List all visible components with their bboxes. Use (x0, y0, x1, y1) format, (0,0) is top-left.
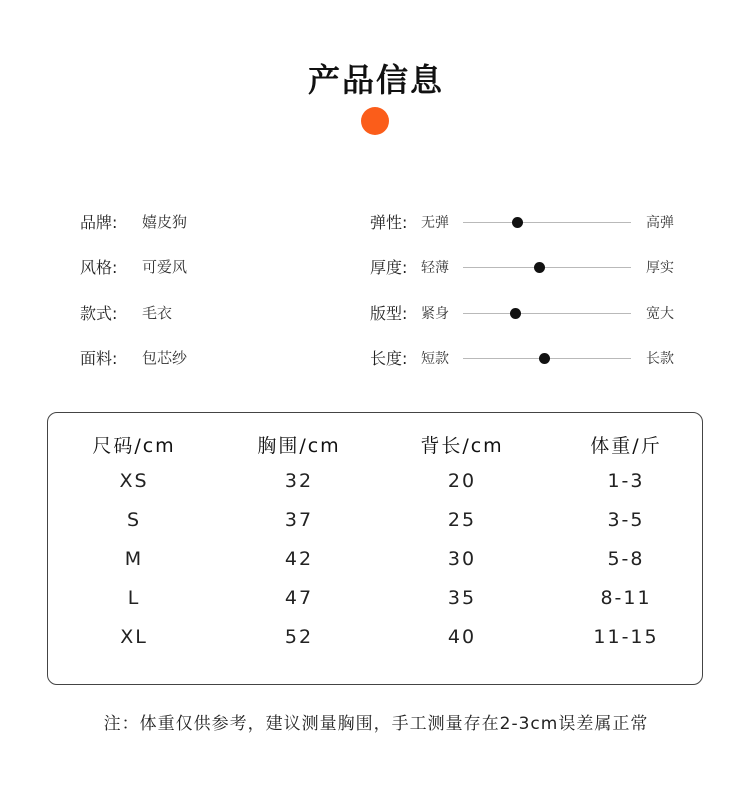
info-value: 可爱风 (142, 258, 188, 276)
slider-low-label: 无弹 (421, 215, 449, 231)
info-value: 包芯纱 (142, 349, 188, 367)
table-header-row (48, 431, 704, 461)
slider-low-label: 紧身 (421, 306, 449, 322)
slider-knob (510, 308, 521, 319)
slider-track (463, 358, 631, 359)
slider-high-label: 厚实 (646, 260, 674, 276)
slider-high-label: 宽大 (646, 306, 674, 322)
table-cell: XS (119, 470, 149, 492)
table-cell: 40 (447, 626, 477, 648)
table-cell: 42 (284, 548, 314, 570)
table-cell: 47 (284, 587, 314, 609)
table-header-cell: 体重/斤 (590, 435, 662, 457)
table-cell: 8-11 (600, 587, 652, 609)
table-row (48, 509, 704, 539)
info-value: 嬉皮狗 (142, 213, 188, 231)
table-cell: 3-5 (607, 509, 645, 531)
table-cell: S (126, 509, 142, 531)
table-header-cell: 胸围/cm (257, 435, 341, 457)
slider-track (463, 267, 631, 268)
slider-knob (539, 353, 550, 364)
table-row (48, 626, 704, 656)
info-row-style (0, 255, 752, 285)
slider-label: 长度: (370, 349, 408, 368)
table-cell: 32 (284, 470, 314, 492)
table-cell: 37 (284, 509, 314, 531)
slider-low-label: 短款 (421, 351, 449, 367)
table-cell: 52 (284, 626, 314, 648)
table-row (48, 548, 704, 578)
table-cell: XL (120, 626, 148, 648)
table-cell: 25 (447, 509, 477, 531)
slider-knob (512, 217, 523, 228)
slider-low-label: 轻薄 (421, 260, 449, 276)
size-table (47, 412, 703, 685)
table-row (48, 587, 704, 617)
table-cell: 20 (447, 470, 477, 492)
table-cell: 11-15 (593, 626, 659, 648)
slider-label: 厚度: (370, 258, 408, 277)
info-row-brand (0, 210, 752, 240)
table-row (48, 470, 704, 500)
slider-label: 版型: (370, 304, 408, 323)
slider-high-label: 长款 (646, 351, 674, 367)
info-label: 风格: (80, 258, 118, 277)
slider-knob (534, 262, 545, 273)
info-row-type (0, 301, 752, 331)
slider-label: 弹性: (370, 213, 408, 232)
table-cell: L (127, 587, 141, 609)
info-label: 品牌: (80, 213, 118, 232)
page-title: 产品信息 (307, 61, 444, 99)
info-row-fabric (0, 346, 752, 376)
table-cell: 5-8 (607, 548, 645, 570)
info-label: 款式: (80, 304, 118, 323)
table-header-cell: 尺码/cm (92, 435, 176, 457)
table-cell: 1-3 (607, 470, 645, 492)
slider-high-label: 高弹 (646, 215, 674, 231)
slider-track (463, 313, 631, 314)
title-accent-dot (361, 107, 389, 135)
info-label: 面料: (80, 349, 118, 368)
footnote: 注：体重仅供参考，建议测量胸围，手工测量存在2-3cm误差属正常 (103, 714, 649, 734)
slider-track (463, 222, 631, 223)
info-value: 毛衣 (142, 304, 173, 322)
table-cell: 30 (447, 548, 477, 570)
table-header-cell: 背长/cm (420, 435, 504, 457)
table-cell: 35 (447, 587, 477, 609)
table-cell: M (124, 548, 144, 570)
